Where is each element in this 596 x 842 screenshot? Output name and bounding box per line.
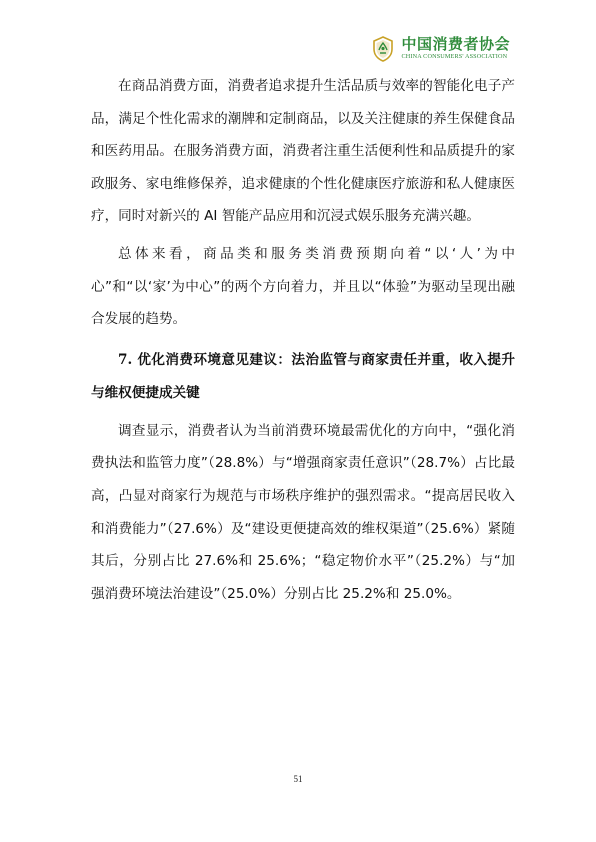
body-paragraph: 总体来看，商品类和服务类消费预期向着“以‘人’为中心”和“以‘家’为中心”的两个方向着力，并且以“体验”为驱动呈现出融合发展的趋势。 — [91, 245, 515, 328]
page-header — [371, 36, 510, 62]
logo-text — [401, 37, 510, 60]
section-heading: 7. 优化消费环境意见建议：法治监管与商家责任并重，收入提升与维权便捷成关键 — [91, 351, 515, 401]
body-paragraph: 在商品消费方面，消费者追求提升生活品质与效率的智能化电子产品，满足个性化需求的潮牌和定制商品，以及关注健康的养生保健食品和医药用品。在服务消费方面，消费者注重生活便利性和品质提升的家政服务、家电维修保养，追求健康的个性化健康医疗旅游和私人健康医疗，同时对新兴的 AI 智能产品应用和沉浸式娱乐服务充满兴趣。 — [91, 78, 515, 225]
logo-chinese-name: 中国消费者协会 — [401, 35, 510, 54]
body-paragraph: 调查显示，消费者认为当前消费环境最需优化的方向中，“强化消费执法和监管力度”（28.8%）与“增强商家责任意识”（28.7%）占比最高，凸显对商家行为规范与市场秩序维护的强烈需求。“提高居民收入和消费能力”（27.6%）及“建设更便捷高效的维权渠道”（25.6%）紧随其后，分别占比 27.6%和 25.6%；“稳定物价水平”（25.2%）与“加强消费环境法治建设”（25.0%）分别占比 25.2%和 25.0%。 — [91, 422, 515, 602]
page-content — [91, 70, 515, 610]
page-number: 51 — [293, 774, 303, 784]
logo-english-name: CHINA CONSUMERS' ASSOCIATION — [401, 53, 508, 61]
cca-emblem-icon — [371, 36, 395, 62]
